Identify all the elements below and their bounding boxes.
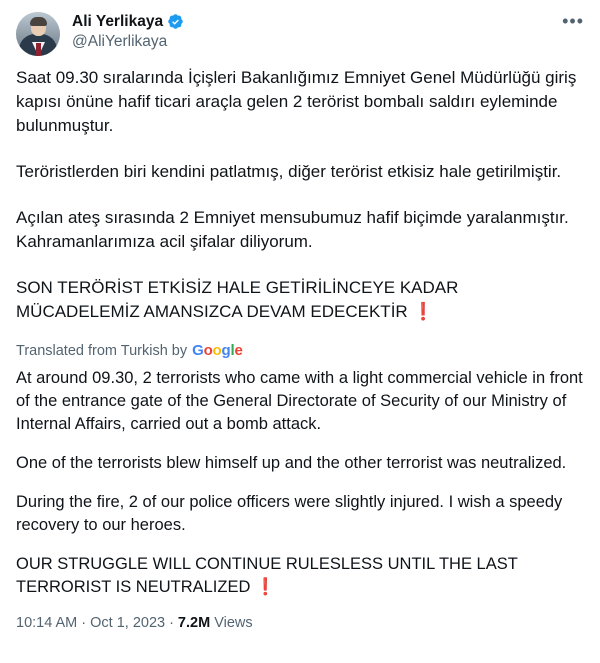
- tweet-original-text: [16, 66, 584, 324]
- google-letter: l: [230, 342, 235, 359]
- views-label[interactable]: Views: [214, 615, 253, 631]
- author-display-name: Ali Yerlikaya: [72, 13, 164, 30]
- avatar-tie: [36, 43, 41, 56]
- original-paragraph-text: SON TERÖRİST ETKİSİZ HALE GETİRİLİNCEYE KADAR MÜCADELEMİZ AMANSIZCA DEVAM EDECEKTİR: [16, 278, 459, 321]
- translated-paragraph: During the fire, 2 of our police officers were slightly injured. I wish a speedy recovery to our heroes.: [16, 493, 563, 534]
- tweet-header: [16, 12, 584, 56]
- exclamation-icon: ❗: [255, 578, 276, 596]
- google-letter: o: [212, 342, 222, 359]
- original-paragraph: Saat 09.30 sıralarında İçişleri Bakanlığımız Emniyet Genel Müdürlüğü giriş kapısı önüne hafif ticari araçla gelen 2 terörist bombalı saldırı eyleminde bulunmuştur.: [16, 68, 577, 135]
- translation-notice-label: Translated from Turkish by: [16, 342, 188, 359]
- translated-paragraph: One of the terrorists blew himself up and the other terrorist was neutralized.: [16, 454, 567, 472]
- google-letter: g: [221, 342, 231, 359]
- tweet-meta: [16, 613, 584, 631]
- exclamation-icon: ❗: [412, 302, 434, 321]
- translated-paragraph-emphasis: [16, 553, 584, 599]
- views-count: 7.2M: [177, 615, 211, 631]
- tweet-translated-text: [16, 367, 584, 599]
- tweet-time: 10:14 AM: [16, 615, 78, 631]
- verified-badge-icon: [167, 13, 184, 30]
- original-paragraph: Teröristlerden biri kendini patlatmış, diğer terörist etkisiz hale getirilmiştir.: [16, 162, 562, 181]
- author-handle[interactable]: @AliYerlikaya: [72, 33, 168, 51]
- google-letter: o: [203, 342, 213, 359]
- avatar-hair: [30, 17, 47, 26]
- original-paragraph: Açılan ateş sırasında 2 Emniyet mensubumuz hafif biçimde yaralanmıştır. Kahramanlarımıza acil şifalar diliyorum.: [16, 208, 569, 251]
- translated-paragraph-text: OUR STRUGGLE WILL CONTINUE RULESLESS UNTIL THE LAST TERRORIST IS NEUTRALIZED: [16, 555, 518, 596]
- translation-notice: [16, 342, 584, 359]
- tweet-date: Oct 1, 2023: [90, 615, 166, 631]
- meta-separator: ·: [81, 615, 87, 631]
- more-options-icon[interactable]: •••: [562, 11, 584, 31]
- meta-separator: ·: [169, 615, 174, 631]
- author-names: [60, 12, 556, 52]
- google-logo: [192, 342, 243, 359]
- translated-paragraph: At around 09.30, 2 terrorists who came with a light commercial vehicle in front of the entrance gate of the General Directorate of Security of our Ministry of Internal Affairs, carried out a bomb attack.: [16, 369, 583, 433]
- avatar[interactable]: [16, 12, 60, 56]
- google-letter: G: [192, 342, 204, 359]
- google-letter: e: [234, 342, 243, 359]
- original-paragraph-emphasis: [16, 276, 584, 324]
- display-name-row[interactable]: [72, 12, 556, 31]
